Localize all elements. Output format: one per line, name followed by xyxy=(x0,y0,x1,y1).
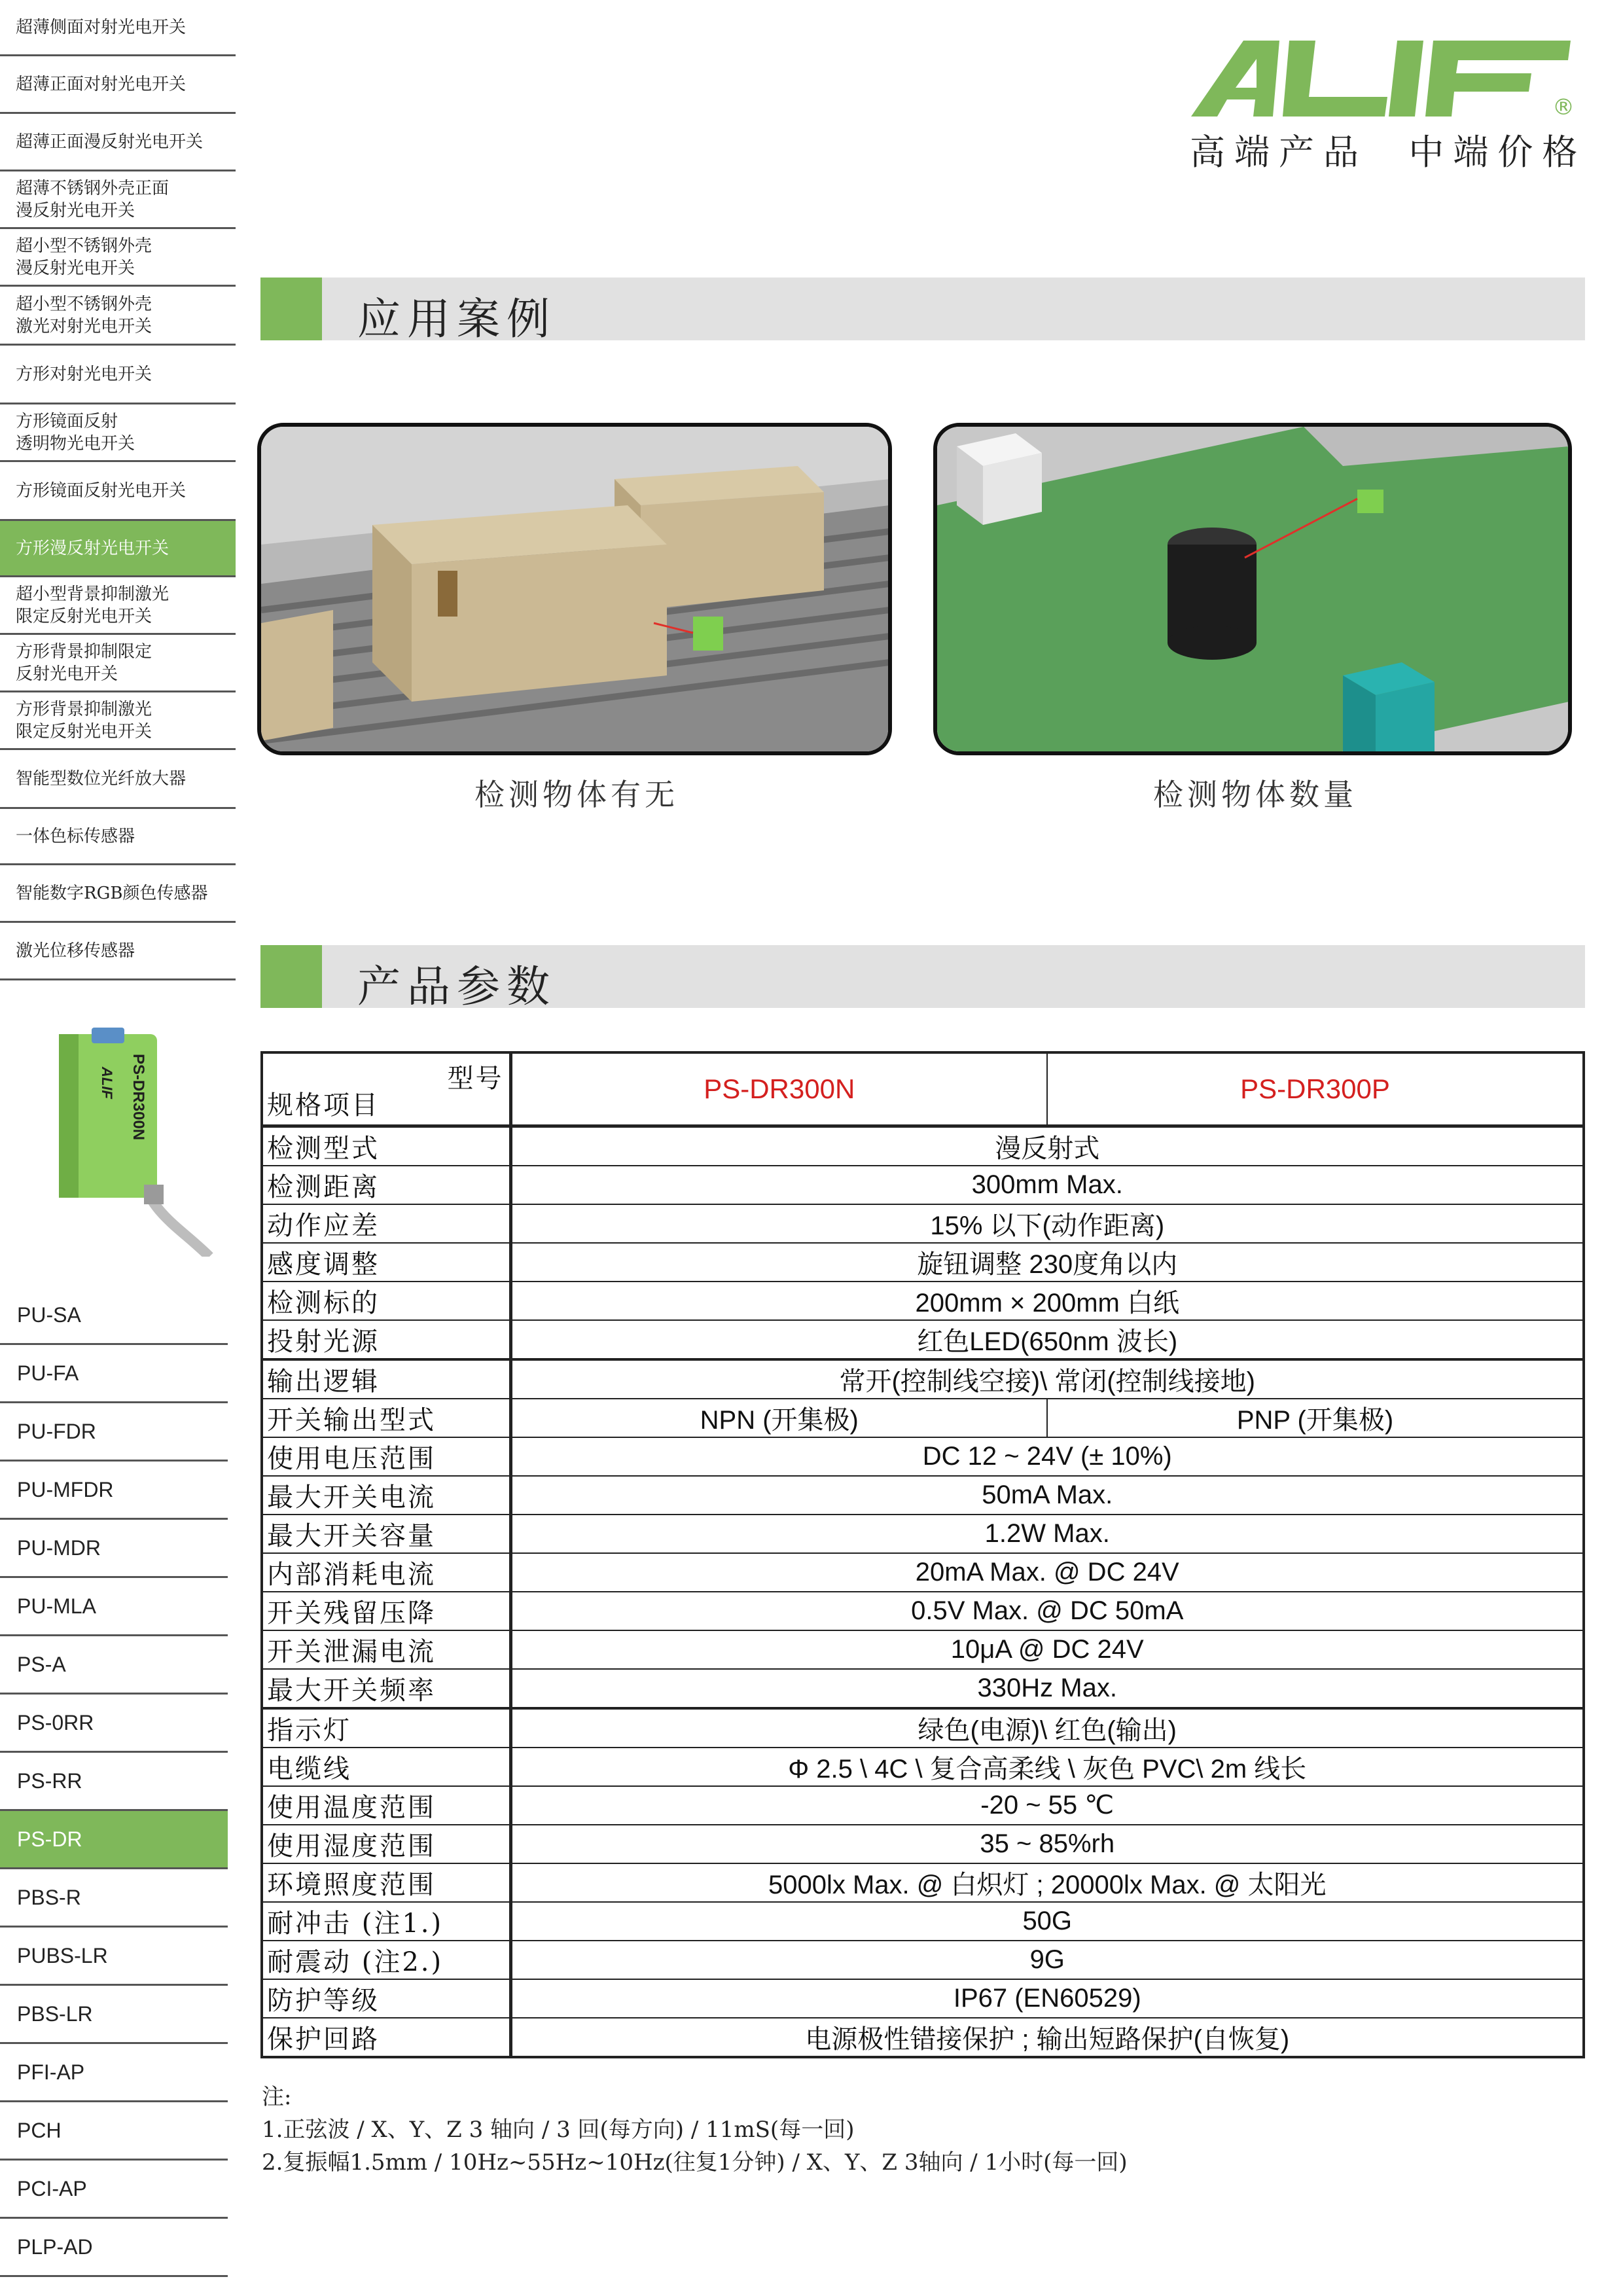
sidebar-item[interactable]: 方形镜面反射 透明物光电开关 xyxy=(0,404,236,462)
spec-label: 使用温度范围 xyxy=(262,1786,510,1825)
spec-row xyxy=(262,1515,1584,1553)
spec-value: 9G xyxy=(510,1941,1584,1979)
spec-row xyxy=(262,1553,1584,1592)
sidebar-item[interactable]: 超薄侧面对射光电开关 xyxy=(0,0,236,56)
spec-label: 开关残留压降 xyxy=(262,1592,510,1630)
spec-value: DC 12 ~ 24V (± 10%) xyxy=(510,1437,1584,1476)
notes-title: 注: xyxy=(262,2084,292,2110)
sidebar-item[interactable]: 超薄正面漫反射光电开关 xyxy=(0,114,236,171)
spec-value: 漫反射式 xyxy=(510,1126,1584,1166)
spec-value: -20 ~ 55 ℃ xyxy=(510,1786,1584,1825)
spec-label: 开关泄漏电流 xyxy=(262,1630,510,1669)
sidebar-item[interactable]: 一体色标传感器 xyxy=(0,809,236,865)
model-item[interactable]: PS-RR xyxy=(0,1753,228,1811)
spec-header-row xyxy=(262,1052,1584,1126)
model-item[interactable]: PLP-AD xyxy=(0,2219,228,2277)
spec-label: 检测距离 xyxy=(262,1166,510,1204)
model-item[interactable]: PS-DR xyxy=(0,1811,228,1869)
spec-label: 开关输出型式 xyxy=(262,1399,510,1437)
spec-row xyxy=(262,1786,1584,1825)
spec-value: 50G xyxy=(510,1902,1584,1941)
spec-value: 330Hz Max. xyxy=(510,1669,1584,1708)
spec-value-pnp: PNP (开集极) xyxy=(1047,1399,1584,1437)
spec-value: 50mA Max. xyxy=(510,1476,1584,1515)
model-n-header: PS-DR300N xyxy=(510,1052,1047,1126)
spec-label: 使用湿度范围 xyxy=(262,1825,510,1863)
section-marker xyxy=(260,278,322,340)
spec-row xyxy=(262,2018,1584,2057)
model-item[interactable]: PFI-AP xyxy=(0,2044,228,2102)
alif-logo-icon xyxy=(1191,39,1584,124)
spec-row xyxy=(262,1708,1584,1748)
model-item[interactable]: PS-A xyxy=(0,1636,228,1695)
section-title: 产品参数 xyxy=(357,961,556,1012)
spec-value: 红色LED(650nm 波长) xyxy=(510,1320,1584,1359)
spec-value: 5000lx Max. @ 白炽灯 ; 20000lx Max. @ 太阳光 xyxy=(510,1863,1584,1902)
spec-row xyxy=(262,1437,1584,1476)
spec-row xyxy=(262,1359,1584,1399)
case-caption-count: 检测物体数量 xyxy=(1153,777,1357,812)
spec-value-npn: NPN (开集极) xyxy=(510,1399,1047,1437)
spec-row xyxy=(262,1863,1584,1902)
spec-label: 使用电压范围 xyxy=(262,1437,510,1476)
note-line-2: 2.复振幅1.5mm / 10Hz~55Hz~10Hz(往复1分钟) / X、Y、Z 3轴向 / 1小时(每一回) xyxy=(262,2149,1128,2176)
sidebar-item[interactable]: 超小型背景抑制激光 限定反射光电开关 xyxy=(0,577,236,635)
spec-row xyxy=(262,1979,1584,2018)
model-item[interactable]: PU-MLA xyxy=(0,1578,228,1636)
conveyor-boxes-image xyxy=(261,427,889,754)
brand-tagline: 高端产品 中端价格 xyxy=(1190,132,1587,173)
spec-row xyxy=(262,1204,1584,1243)
sidebar-item[interactable]: 超小型不锈钢外壳 漫反射光电开关 xyxy=(0,229,236,287)
sidebar-item[interactable]: 方形对射光电开关 xyxy=(0,346,236,404)
sidebar-item[interactable]: 方形漫反射光电开关 xyxy=(0,521,236,577)
brand-logo xyxy=(1191,39,1584,124)
spec-label: 最大开关电流 xyxy=(262,1476,510,1515)
spec-label: 检测标的 xyxy=(262,1282,510,1320)
spec-value: IP67 (EN60529) xyxy=(510,1979,1584,2018)
spec-label: 指示灯 xyxy=(262,1708,510,1748)
spec-value: 绿色(电源)\ 红色(输出) xyxy=(510,1708,1584,1748)
spec-label: 耐震动 (注2.) xyxy=(262,1941,510,1979)
spec-label: 内部消耗电流 xyxy=(262,1553,510,1592)
sidebar-item[interactable]: 方形背景抑制限定 反射光电开关 xyxy=(0,635,236,692)
model-item[interactable]: PU-SA xyxy=(0,1287,228,1345)
spec-label: 检测型式 xyxy=(262,1126,510,1166)
spec-value: 电源极性错接保护 ; 输出短路保护(自恢复) xyxy=(510,2018,1584,2057)
model-item[interactable]: PCI-AP xyxy=(0,2161,228,2219)
spec-row xyxy=(262,1630,1584,1669)
spec-label: 耐冲击 (注1.) xyxy=(262,1902,510,1941)
item-label: 规格项目 xyxy=(267,1090,380,1121)
model-item[interactable]: PU-FDR xyxy=(0,1403,228,1462)
spec-value: 1.2W Max. xyxy=(510,1515,1584,1553)
model-item[interactable]: PS-0RR xyxy=(0,1695,228,1753)
model-item[interactable]: PUBS-LR xyxy=(0,1928,228,1986)
spec-value: 0.5V Max. @ DC 50mA xyxy=(510,1592,1584,1630)
sidebar-item[interactable]: 超薄正面对射光电开关 xyxy=(0,56,236,114)
section-marker xyxy=(260,945,322,1008)
sidebar-item[interactable]: 方形背景抑制激光 限定反射光电开关 xyxy=(0,692,236,750)
applications-section-header xyxy=(260,278,1585,344)
case-photo-presence xyxy=(257,423,892,755)
spec-value: 20mA Max. @ DC 24V xyxy=(510,1553,1584,1592)
spec-row xyxy=(262,1825,1584,1863)
params-section-header xyxy=(260,945,1585,1012)
spec-label: 动作应差 xyxy=(262,1204,510,1243)
spec-row xyxy=(262,1941,1584,1979)
spec-value: Φ 2.5 \ 4C \ 复合高柔线 \ 灰色 PVC\ 2m 线长 xyxy=(510,1748,1584,1786)
sidebar-item[interactable]: 智能型数位光纤放大器 xyxy=(0,750,236,809)
spec-value: 300mm Max. xyxy=(510,1166,1584,1204)
model-item[interactable]: PBS-R xyxy=(0,1869,228,1928)
spec-label: 防护等级 xyxy=(262,1979,510,2018)
spec-table xyxy=(260,1051,1585,2058)
spec-label: 电缆线 xyxy=(262,1748,510,1786)
model-p-header: PS-DR300P xyxy=(1047,1052,1584,1126)
product-logo: ALIF xyxy=(99,1067,115,1099)
spec-label: 感度调整 xyxy=(262,1243,510,1282)
spec-label: 环境照度范围 xyxy=(262,1863,510,1902)
spec-label: 投射光源 xyxy=(262,1320,510,1359)
product-image xyxy=(46,1021,216,1257)
spec-label: 最大开关容量 xyxy=(262,1515,510,1553)
header-corner-cell xyxy=(262,1052,510,1126)
spec-row xyxy=(262,1748,1584,1786)
spec-value: 200mm × 200mm 白纸 xyxy=(510,1282,1584,1320)
case-photo-count xyxy=(933,423,1572,755)
sidebar-item[interactable]: 智能数字RGB颜色传感器 xyxy=(0,865,236,923)
spec-label: 输出逻辑 xyxy=(262,1359,510,1399)
spec-row xyxy=(262,1592,1584,1630)
sidebar-item[interactable]: 激光位移传感器 xyxy=(0,923,236,980)
case-caption-presence: 检测物体有无 xyxy=(474,777,679,812)
model-item[interactable]: PBS-LR xyxy=(0,1986,228,2044)
model-item[interactable]: PU-FA xyxy=(0,1345,228,1403)
spec-row xyxy=(262,1320,1584,1359)
sidebar-item[interactable]: 方形镜面反射光电开关 xyxy=(0,462,236,521)
note-line-1: 1.正弦波 / X、Y、Z 3 轴向 / 3 回(每方向) / 11mS(每一回) xyxy=(262,2117,855,2143)
spec-row xyxy=(262,1669,1584,1708)
section-title: 应用案例 xyxy=(357,294,556,344)
spec-row xyxy=(262,1166,1584,1204)
spec-label: 保护回路 xyxy=(262,2018,510,2057)
conveyor-count-image xyxy=(937,427,1569,754)
model-label: 型号 xyxy=(447,1064,504,1094)
product-label: PS-DR300N xyxy=(130,1054,147,1141)
sidebar-item[interactable]: 超薄不锈钢外壳正面 漫反射光电开关 xyxy=(0,171,236,229)
spec-value: 10μA @ DC 24V xyxy=(510,1630,1584,1669)
spec-row xyxy=(262,1902,1584,1941)
spec-value: 常开(控制线空接)\ 常闭(控制线接地) xyxy=(510,1359,1584,1399)
spec-row xyxy=(262,1399,1584,1437)
spec-value: 35 ~ 85%rh xyxy=(510,1825,1584,1863)
spec-value: 旋钮调整 230度角以内 xyxy=(510,1243,1584,1282)
spec-row xyxy=(262,1126,1584,1166)
model-item[interactable]: PU-MDR xyxy=(0,1520,228,1578)
registered-mark: ® xyxy=(1552,94,1575,120)
spec-row xyxy=(262,1476,1584,1515)
sidebar-item[interactable]: 超小型不锈钢外壳 激光对射光电开关 xyxy=(0,287,236,346)
model-item[interactable]: PU-MFDR xyxy=(0,1462,228,1520)
spec-label: 最大开关频率 xyxy=(262,1669,510,1708)
spec-value: 15% 以下(动作距离) xyxy=(510,1204,1584,1243)
model-item[interactable]: PCH xyxy=(0,2102,228,2161)
spec-row xyxy=(262,1243,1584,1282)
spec-row xyxy=(262,1282,1584,1320)
